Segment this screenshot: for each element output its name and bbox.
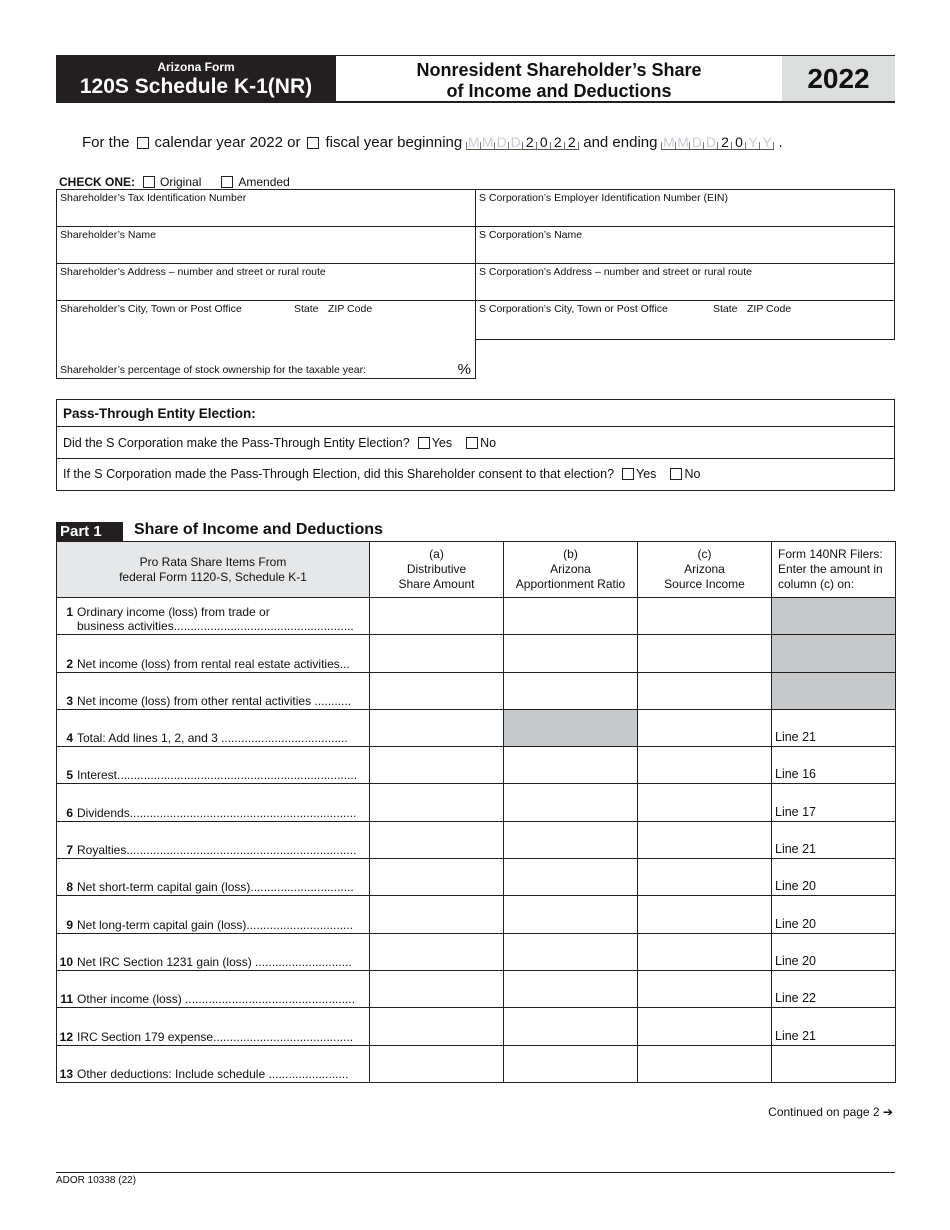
line-9-col-a[interactable] [370,896,504,933]
begin-digit: 2 [564,142,578,149]
line-7-140nr-dest: Line 21 [772,821,896,858]
part-1-title: Share of Income and Deductions [134,521,383,538]
pte-q1-no-label: No [480,435,497,450]
line-10-col-c[interactable] [638,933,772,970]
line-10-col-a[interactable] [370,933,504,970]
line-2-col-b[interactable] [504,635,638,672]
pte-q1-yes-label: Yes [431,435,453,450]
begin-digit: M [481,134,494,150]
line-8-col-c[interactable] [638,859,772,896]
shareholder-name-label: Shareholder’s Name [60,229,156,241]
line-9-col-b[interactable] [504,896,638,933]
line-2-col-c[interactable] [638,635,772,672]
shareholder-state-label: State [294,303,319,315]
line-12-description: 12 IRC Section 179 expense.......................................... [57,1008,370,1045]
line-8-140nr-dest: Line 20 [772,859,896,896]
line-1-140nr-shaded [772,598,896,635]
check-one-row [59,175,290,189]
calendar-year-label: calendar year 2022 or [154,134,301,151]
line-12-col-c[interactable] [638,1008,772,1045]
corporation-state-label: State [713,303,738,315]
income-deductions-table [56,541,896,1083]
corporation-ein-field[interactable] [475,189,895,227]
line-2-description: 2 Net income (loss) from rental real estate activities... [57,635,370,672]
amended-checkbox[interactable] [221,176,233,188]
begin-digit: 2 [550,142,564,149]
line-10-description: 10 Net IRC Section 1231 gain (loss) ............................. [57,933,370,970]
line-3-140nr-shaded [772,672,896,709]
pte-title: Pass-Through Entity Election: [57,400,894,427]
and-ending-label: and ending [583,134,658,151]
form-name: 120S Schedule K-1(NR) [79,75,313,98]
corporation-ein-label: S Corporation’s Employer Identification Number (EIN) [479,192,728,204]
check-one-label: CHECK ONE: [59,175,136,189]
end-digit: Y [745,142,759,149]
pte-q1-yes-checkbox[interactable] [418,437,430,449]
line-13-col-b[interactable] [504,1045,638,1082]
continued-note: Continued on page 2 ➔ [768,1105,893,1119]
form-label: Arizona Form [157,60,235,74]
begin-digit: D [508,142,522,149]
table-row [57,598,896,635]
shareholder-address-label: Shareholder’s Address – number and street or rural route [60,266,326,278]
line-8-col-a[interactable] [370,859,504,896]
corporation-zip-label: ZIP Code [747,303,792,315]
line-11-col-b[interactable] [504,970,638,1007]
fiscal-end-date-input[interactable] [661,135,774,150]
table-row [57,747,896,784]
line-9-description: 9 Net long-term capital gain (loss)................................ [57,896,370,933]
fiscal-year-label: fiscal year beginning [325,134,463,151]
table-row [57,1045,896,1082]
end-digit: 0 [731,142,745,149]
line-1-col-a[interactable] [370,598,504,635]
table-row [57,672,896,709]
end-digit: 2 [717,142,731,149]
pte-question-2: If the S Corporation made the Pass-Through Election, did this Shareholder consent to that election? [63,467,615,481]
table-row [57,709,896,746]
end-digit: Y [759,142,773,149]
line-5-140nr-dest: Line 16 [772,747,896,784]
line-6-140nr-dest: Line 17 [772,784,896,821]
line-13-140nr-dest [772,1045,896,1082]
shareholder-zip-label: ZIP Code [328,303,373,315]
table-row [57,896,896,933]
table-row [57,859,896,896]
line-7-col-b[interactable] [504,821,638,858]
amended-label: Amended [238,175,290,189]
line-13-description: 13 Other deductions: Include schedule ........................ [57,1045,370,1082]
fiscal-year-checkbox[interactable] [307,137,319,149]
line-4-col-b-shaded [504,709,638,746]
line-4-description: 4 Total: Add lines 1, 2, and 3 ...................................... [57,709,370,746]
begin-digit: M [467,134,480,150]
table-row [57,821,896,858]
table-row [57,1008,896,1045]
shareholder-city-field[interactable] [56,300,476,340]
original-checkbox[interactable] [143,176,155,188]
pte-q2-no-checkbox[interactable] [670,468,682,480]
table-header-row [57,542,896,598]
footer-divider [56,1172,895,1173]
corporation-address-label: S Corporation’s Address – number and street or rural route [479,266,752,278]
line-1-col-b[interactable] [504,598,638,635]
shareholder-name-field[interactable] [56,226,476,264]
line-3-col-c[interactable] [638,672,772,709]
line-1-col-c[interactable] [638,598,772,635]
line-8-description: 8 Net short-term capital gain (loss)............................... [57,859,370,896]
line-13-col-a[interactable] [370,1045,504,1082]
line-12-col-a[interactable] [370,1008,504,1045]
line-5-col-a[interactable] [370,747,504,784]
pte-q1-no-checkbox[interactable] [466,437,478,449]
line-6-description: 6 Dividends.................................................................... [57,784,370,821]
end-digit: D [703,142,717,149]
calendar-year-checkbox[interactable] [137,137,149,149]
column-header-c: (c) Arizona Source Income [638,542,772,598]
line-13-col-c[interactable] [638,1045,772,1082]
corporation-name-field[interactable] [475,226,895,264]
form-title-line1: Nonresident Shareholder’s Share [416,60,702,80]
pass-through-election-box [56,399,895,491]
line-1-description: 1 Ordinary income (loss) from trade or business activities...................................................... [57,598,370,635]
pte-question-1: Did the S Corporation make the Pass-Through Entity Election? [63,435,410,450]
line-3-col-a[interactable] [370,672,504,709]
column-header-items: Pro Rata Share Items From federal Form 1120-S, Schedule K-1 [57,542,370,598]
pte-q2-yes-label: Yes [636,467,657,481]
table-row [57,970,896,1007]
shareholder-tin-field[interactable] [56,189,476,227]
line-4-col-c[interactable] [638,709,772,746]
shareholder-address-field[interactable] [56,263,476,301]
pte-q2-no-label: No [684,467,701,481]
line-7-col-c[interactable] [638,821,772,858]
ownership-percentage-field[interactable] [56,339,476,379]
line-12-140nr-dest: Line 21 [772,1008,896,1045]
table-row [57,784,896,821]
line-6-col-c[interactable] [638,784,772,821]
line-8-col-b[interactable] [504,859,638,896]
line-6-col-b[interactable] [504,784,638,821]
line-10-col-b[interactable] [504,933,638,970]
column-header-a: (a) Distributive Share Amount [370,542,504,598]
form-id-block [56,55,336,103]
end-digit: M [677,134,689,150]
part-1-tag: Part 1 [56,522,123,541]
fiscal-begin-date-input[interactable] [466,135,579,150]
end-digit: D [689,142,703,149]
begin-digit: 0 [536,142,550,149]
corporation-city-label: S Corporation’s City, Town or Post Office [479,303,668,315]
tax-year: 2022 [782,55,895,103]
form-title [336,55,782,103]
line-5-col-b[interactable] [504,747,638,784]
pte-question-1-row [57,427,894,459]
pte-q2-yes-checkbox[interactable] [622,468,634,480]
percent-sign: % [457,361,471,378]
form-title-line2: of Income and Deductions [446,81,672,101]
form-number: ADOR 10338 (22) [56,1175,137,1186]
corporation-name-label: S Corporation’s Name [479,229,583,241]
corporation-city-field[interactable] [475,300,895,340]
shareholder-city-label: Shareholder’s City, Town or Post Office [60,303,242,315]
begin-digit: 2 [522,142,536,149]
column-header-140nr: Form 140NR Filers: Enter the amount in column (c) on: [772,542,896,598]
begin-digit: D [494,142,508,149]
period-end-mark: . [778,134,783,151]
line-9-140nr-dest: Line 20 [772,896,896,933]
line-11-description: 11 Other income (loss) ................................................... [57,970,370,1007]
line-2-140nr-shaded [772,635,896,672]
ownership-percentage-label: Shareholder’s percentage of stock ownership for the taxable year: [60,364,367,376]
table-row [57,635,896,672]
line-10-140nr-dest: Line 20 [772,933,896,970]
line-9-col-c[interactable] [638,896,772,933]
end-digit: M [663,134,675,150]
column-header-b: (b) Arizona Apportionment Ratio [504,542,638,598]
shareholder-tin-label: Shareholder’s Tax Identification Number [60,192,247,204]
line-7-col-a[interactable] [370,821,504,858]
tax-period-line [82,134,783,151]
line-2-col-a[interactable] [370,635,504,672]
pte-question-2-row [57,459,894,489]
line-4-col-a[interactable] [370,709,504,746]
line-6-col-a[interactable] [370,784,504,821]
line-5-description: 5 Interest........................................................................ [57,747,370,784]
line-11-col-a[interactable] [370,970,504,1007]
table-row [57,933,896,970]
line-11-140nr-dest: Line 22 [772,970,896,1007]
line-11-col-c[interactable] [638,970,772,1007]
corporation-address-field[interactable] [475,263,895,301]
line-4-140nr-dest: Line 21 [772,709,896,746]
original-label: Original [160,175,202,189]
line-12-col-b[interactable] [504,1008,638,1045]
line-7-description: 7 Royalties..................................................................... [57,821,370,858]
period-prefix: For the [82,134,130,151]
line-3-col-b[interactable] [504,672,638,709]
line-3-description: 3 Net income (loss) from other rental activities ........... [57,672,370,709]
line-5-col-c[interactable] [638,747,772,784]
